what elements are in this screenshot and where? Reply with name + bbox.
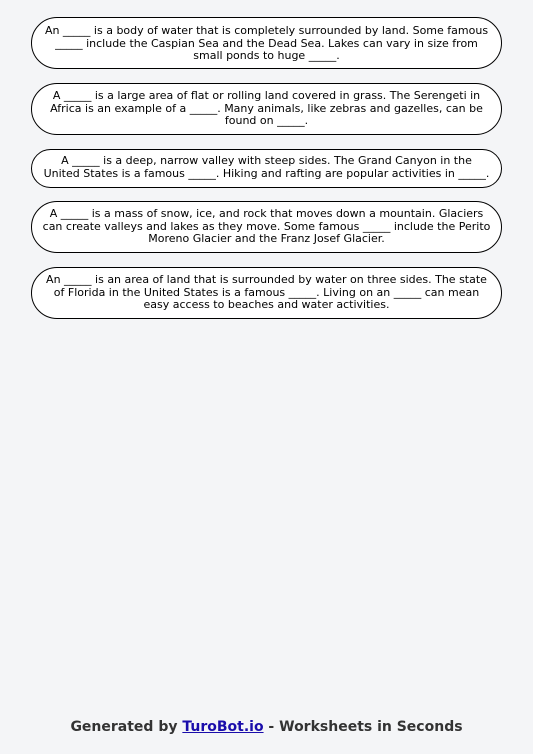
question-card [31, 83, 502, 135]
turobot-link[interactable]: TuroBot.io [182, 719, 264, 735]
question-text: A _____ is a large area of flat or rolling land covered in grass. The Serengeti in Africa is an example of a _____. Many animals, like zebras and gazelles, can be found on _____. [50, 89, 483, 127]
footer [0, 719, 533, 735]
question-card [31, 149, 502, 188]
question-text: A _____ is a mass of snow, ice, and rock that moves down a mountain. Glaciers can create valleys and lakes as they move. Some famous _____ include the Perito Moreno Glacier and the Franz Josef Glacier. [42, 207, 491, 245]
question-text: A _____ is a deep, narrow valley with steep sides. The Grand Canyon in the United States is a famous _____. Hiking and rafting are popular activities in _____. [43, 154, 490, 180]
question-card [31, 267, 502, 319]
question-text: An _____ is a body of water that is completely surrounded by land. Some famous _____ include the Caspian Sea and the Dead Sea. Lakes can vary in size from small ponds to huge _____. [44, 24, 489, 62]
question-text: An _____ is an area of land that is surrounded by water on three sides. The state of Florida in the United States is a famous _____. Living on an _____ can mean easy access to beaches and water activities. [46, 273, 487, 311]
footer-suffix: - Worksheets in Seconds [263, 719, 463, 735]
question-card [31, 17, 502, 69]
question-card [31, 201, 502, 253]
footer-prefix: Generated by [70, 719, 183, 735]
question-list [31, 17, 502, 333]
